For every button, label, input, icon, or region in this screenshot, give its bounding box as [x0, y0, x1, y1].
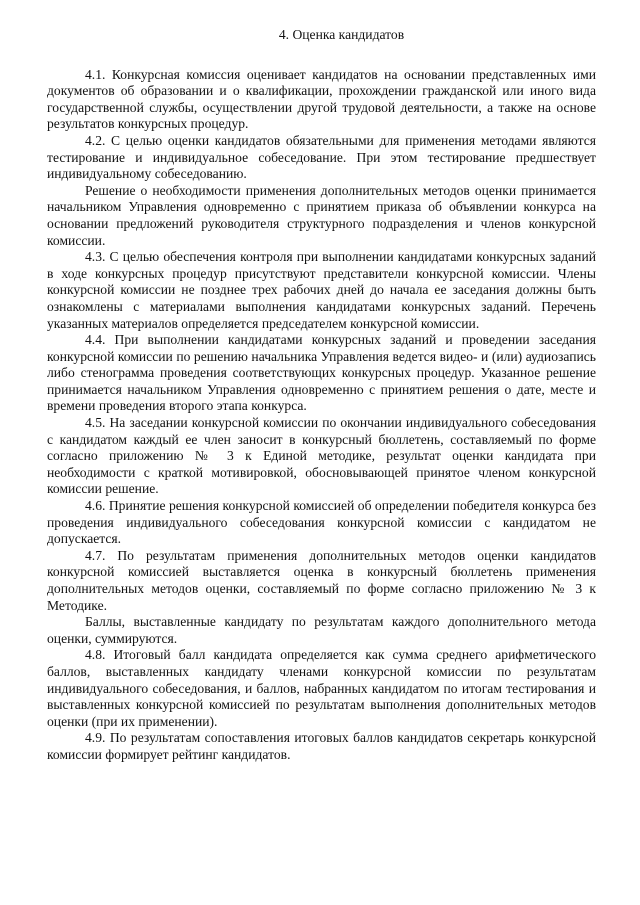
section-title: 4. Оценка кандидатов [278, 27, 405, 42]
paragraph-4-6: 4.6. Принятие решения конкурсной комиссией об определении победителя конкурса без проведения индивидуального собеседования конкурсной комиссии с кандидатом не допускается. [47, 498, 596, 547]
paragraph-4-3: 4.3. С целью обеспечения контроля при выполнении кандидатами конкурсных заданий в ходе конкурсных процедур присутствуют представители конкурсной комиссии. Члены конкурсной комиссии не позднее трех рабочих дней до начала ее заседания должны быть ознакомлены с материалами выполнения кандидатами конкурсных заданий. Перечень указанных материалов определяется председателем конкурсной комиссии. [47, 249, 596, 331]
paragraph-4-4: 4.4. При выполнении кандидатами конкурсных заданий и проведении заседания конкурсной комиссии по решению начальника Управления ведется видео- и (или) аудиозапись либо стенограмма проведения соответствующих конкурсных процедур. Указанное решение принимается начальником Управления одновременно с принятием решения о дате, месте и времени проведения второго этапа конкурса. [47, 332, 596, 414]
paragraph-4-5: 4.5. На заседании конкурсной комиссии по окончании индивидуального собеседования с кандидатом каждый ее член заносит в конкурсный бюллетень, составляемый по форме согласно приложению № 3 к Единой методике, результат оценки кандидата при необходимости с краткой мотивировкой, обосновывающей принятое членом конкурсной комиссии решение. [47, 415, 596, 497]
paragraph-4-7: 4.7. По результатам применения дополнительных методов оценки кандидатов конкурсной комиссией выставляется оценка в конкурсный бюллетень применения дополнительных методов оценки, составляемый по форме согласно приложению № 3 к Методике. [47, 547, 596, 613]
paragraph-4-2: 4.2. С целью оценки кандидатов обязательными для применения методами являются тестирование и индивидуальное собеседование. При этом тестирование предшествует индивидуальному собеседованию. [47, 132, 596, 182]
paragraph-points-summed: Баллы, выставленные кандидату по результатам каждого дополнительного метода оценки, суммируются. [47, 614, 596, 646]
paragraph-4-9: 4.9. По результатам сопоставления итоговых баллов кандидатов секретарь конкурсной комиссии формирует рейтинг кандидатов. [47, 730, 596, 762]
paragraph-4-8: 4.8. Итоговый балл кандидата определяется как сумма среднего арифметического баллов, выставленных кандидату членами конкурсной комиссии по результатам индивидуального собеседования, и баллов, набранных кандидатом по итогам тестирования и выставленных конкурсной комиссией по результатам выполнения дополнительных методов оценки (при их применении). [47, 647, 596, 729]
paragraph-4-1: 4.1. Конкурсная комиссия оценивает кандидатов на основании представленных ими документов об образовании и о квалификации, прохождении гражданской или иного вида государственной службы, осуществлении другой трудовой деятельности, а также на основе результатов конкурсных процедур. [47, 66, 596, 132]
paragraph-additional-methods: Решение о необходимости применения дополнительных методов оценки принимается начальником Управления одновременно с принятием приказа об объявлении конкурса на основании предложений руководителя структурного подразделения и членов конкурсной комиссии. [47, 182, 596, 248]
document-page [47, 27, 596, 764]
